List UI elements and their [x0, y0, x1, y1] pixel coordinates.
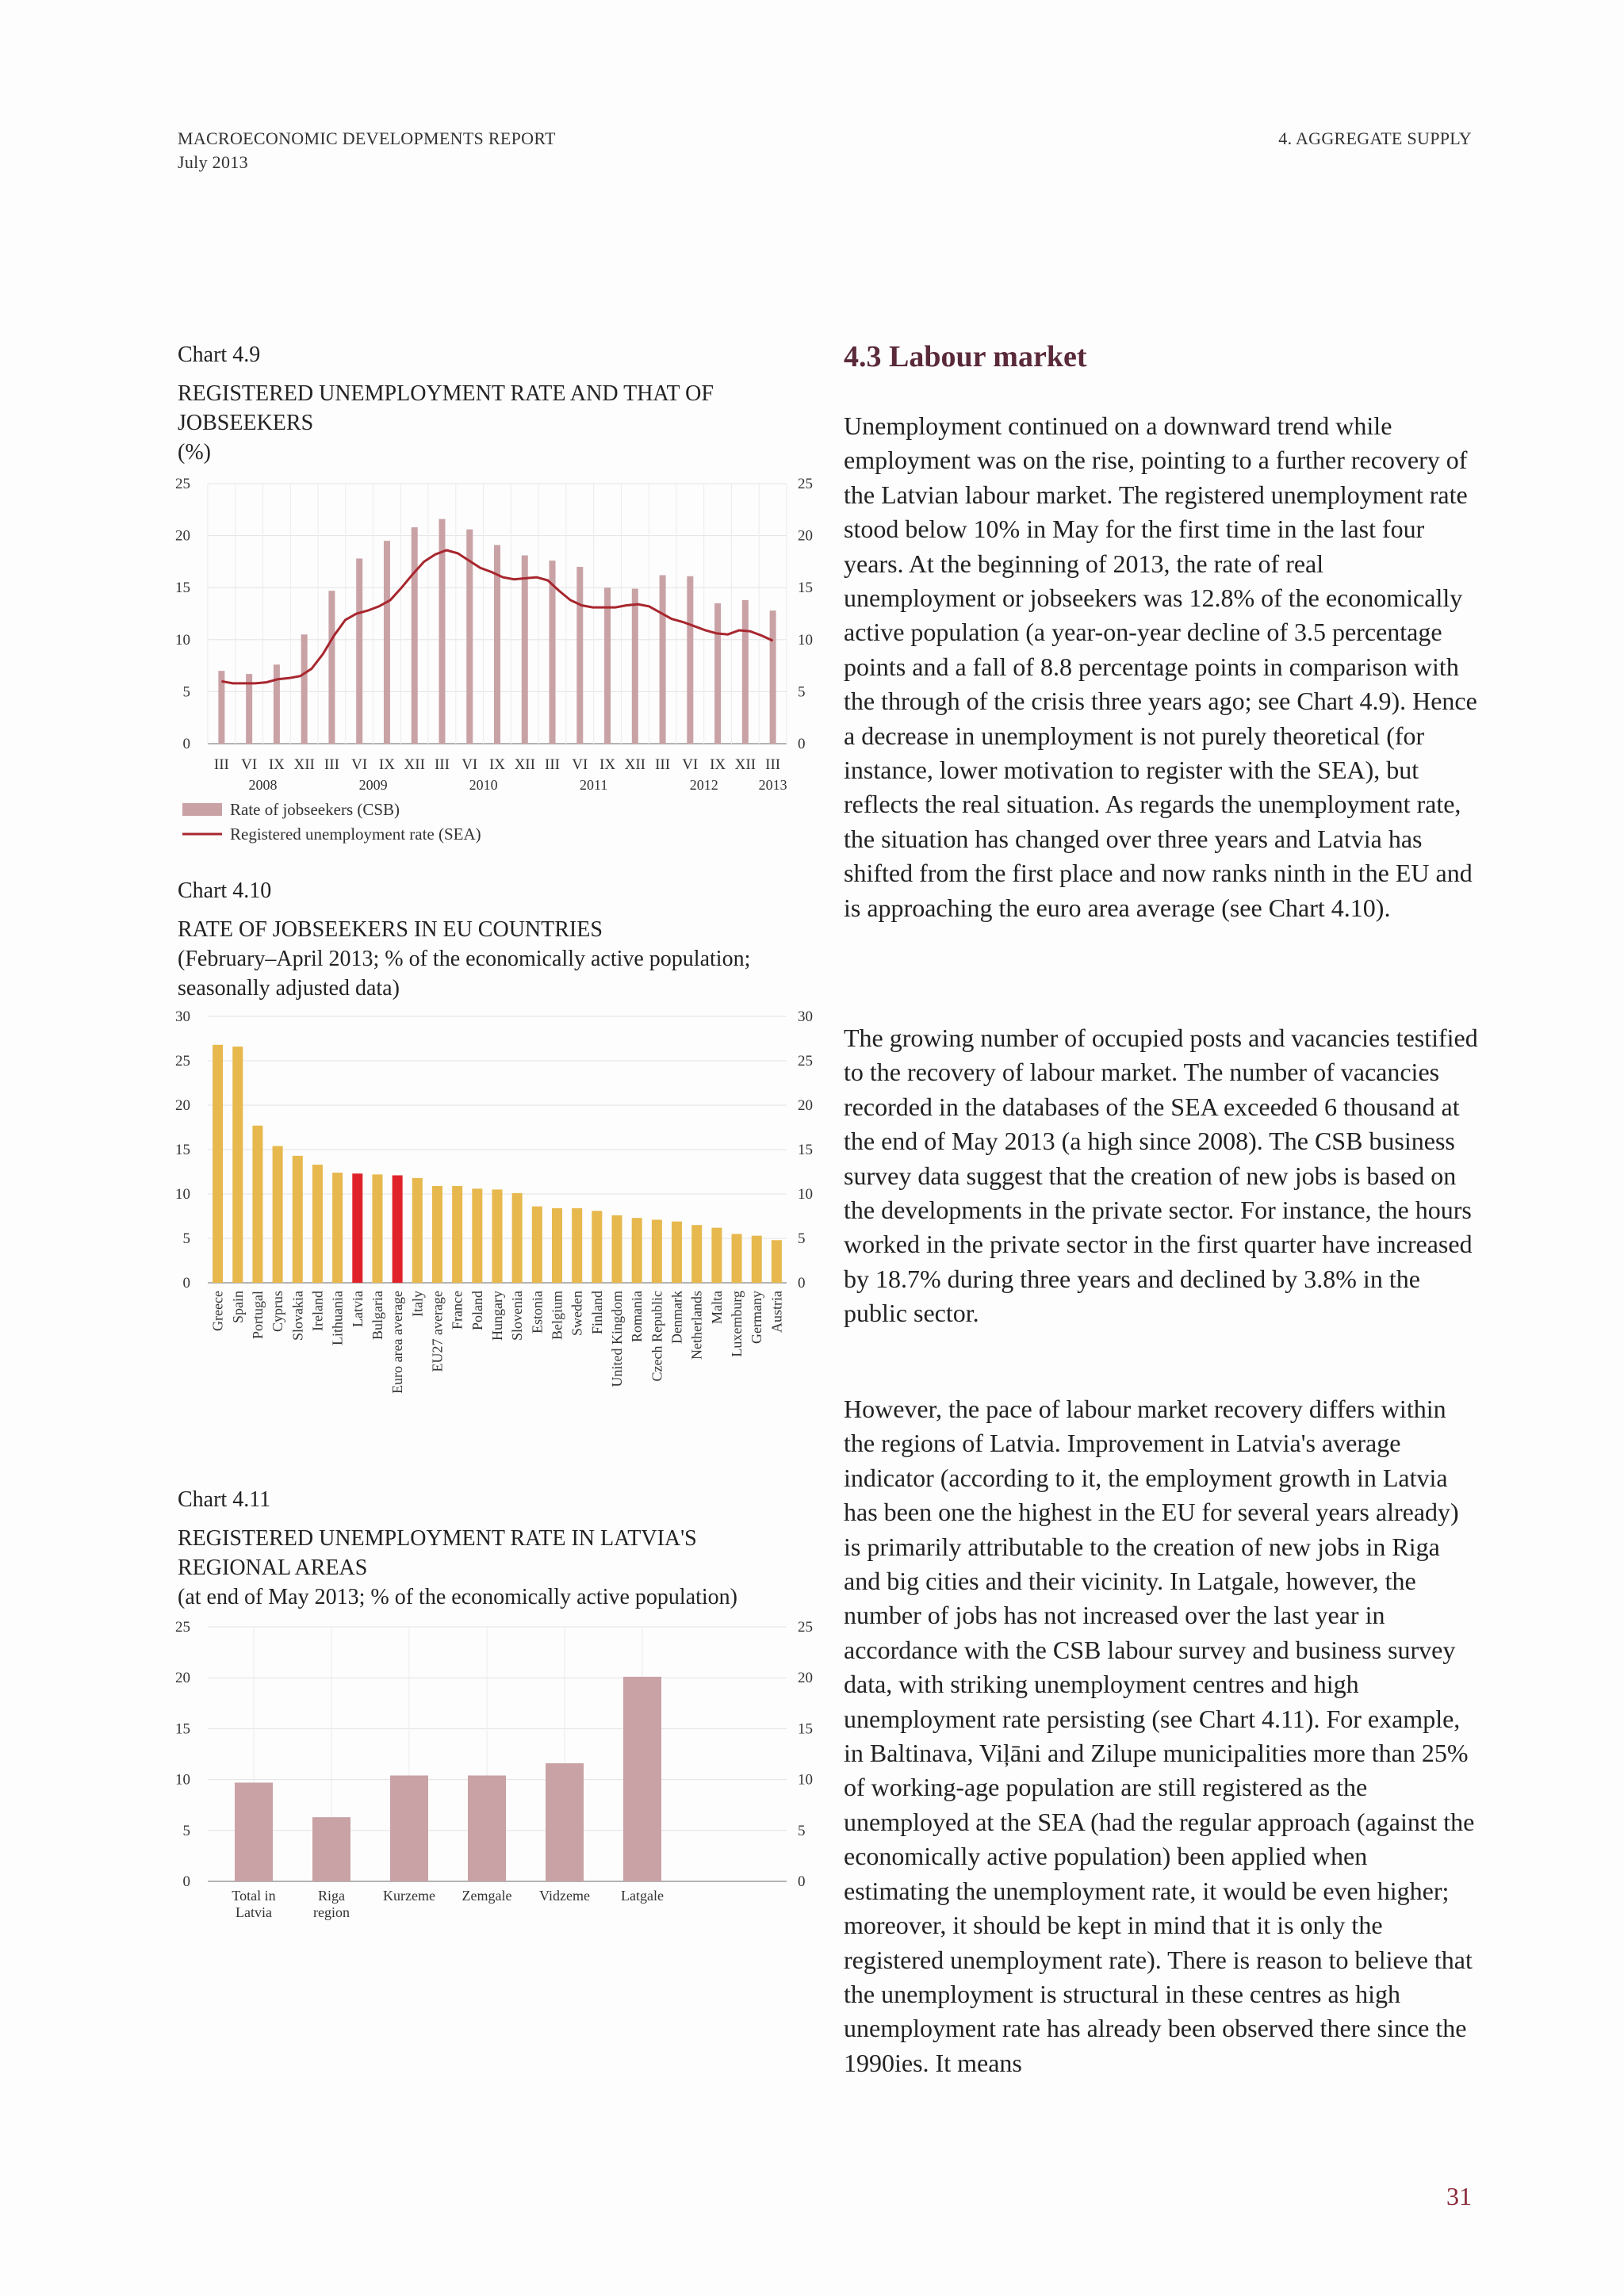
x-tick-quarter: IX [378, 756, 395, 773]
x-tick-region: Zemgale [462, 1888, 512, 1904]
bar-belgium [552, 1208, 562, 1283]
bar-estonia [532, 1207, 542, 1283]
bar-austria [772, 1240, 782, 1283]
bar-region [468, 1775, 506, 1881]
x-tick-year: 2013 [758, 777, 787, 793]
bar-malta [711, 1228, 722, 1283]
chart-4-9-unit: (%) [178, 440, 211, 465]
y-tick-right: 10 [798, 1186, 813, 1203]
y-tick-left: 5 [182, 683, 190, 701]
bar-ireland [312, 1165, 323, 1283]
bar-portugal [252, 1126, 262, 1283]
x-tick-region: Total in [232, 1888, 276, 1904]
x-tick-country: Spain [229, 1291, 246, 1324]
x-tick-region: Riga [318, 1888, 345, 1904]
chart-4-9 [167, 476, 817, 848]
x-tick-country: Slovakia [289, 1291, 306, 1341]
bar-lithuania [332, 1173, 343, 1283]
x-tick-country: Luxemburg [729, 1291, 745, 1357]
x-tick-quarter: VI [241, 756, 258, 773]
x-tick-country: Poland [469, 1291, 485, 1331]
x-tick-country: Germany [749, 1291, 765, 1344]
x-tick-country: Cyprus [270, 1291, 286, 1333]
x-tick-quarter: III [655, 756, 671, 773]
x-tick-quarter: XII [514, 756, 535, 773]
bar-czech-republic [652, 1219, 662, 1283]
x-tick-quarter: VI [682, 756, 699, 773]
chart-4-10-subtitle: (February–April 2013; % of the economically active population; seasonally adjusted data) [178, 947, 751, 1001]
x-tick-country: Austria [768, 1291, 785, 1333]
x-tick-region: Kurzeme [383, 1888, 435, 1904]
bar-hungary [492, 1189, 503, 1283]
x-tick-quarter: IX [710, 756, 726, 773]
chart-4-11-title-text: REGISTERED UNEMPLOYMENT RATE IN LATVIA'S REGIONAL AREAS [178, 1526, 697, 1580]
y-tick-right: 15 [798, 1720, 813, 1738]
x-tick-quarter: IX [488, 756, 506, 773]
chart-4-10-title [178, 915, 812, 1003]
running-header-section: 4. AGGREGATE SUPPLY [1278, 128, 1472, 148]
bar-jobseekers [522, 556, 528, 744]
y-tick-right: 0 [798, 1873, 806, 1890]
y-tick-right: 25 [798, 476, 813, 492]
y-tick-right: 20 [798, 1097, 813, 1114]
y-tick-right: 0 [798, 736, 806, 752]
y-tick-left: 10 [175, 1186, 190, 1203]
y-tick-left: 20 [175, 1097, 190, 1114]
x-tick-country: Latvia [349, 1291, 366, 1327]
x-tick-year: 2011 [579, 777, 608, 793]
y-tick-left: 0 [182, 736, 190, 752]
bar-poland [472, 1188, 482, 1283]
bar-sweden [572, 1208, 582, 1283]
y-tick-right: 5 [798, 1822, 806, 1839]
chart-4-11 [167, 1617, 817, 1934]
x-tick-year: 2010 [469, 777, 498, 793]
x-tick-quarter: VI [351, 756, 368, 773]
x-tick-country: Belgium [549, 1291, 565, 1340]
y-tick-right: 25 [798, 1619, 813, 1636]
paragraph-3: However, the pace of labour market recovery differs within the regions of Latvia. Improvement in Latvia's average indicator (according to it, the employment growth in Latvia has been one the highest in the EU for several years already) is primarily attributable to the creation of new jobs in Riga and big cities and their vicinity. In Latgale, however, the number of jobs has not increased over the last year in accordance with the CSB labour survey and business survey data, with striking unemployment centres and high unemployment rate persisting (see Chart 4.11). For example, in Baltinava, Viļāni and Zilupe municipalities more than 25% of working-age population are still registered as the unemployed at the SEA (had the regular approach (against the economically active population) been applied when estimating the unemployment rate, it would be even higher; moreover, it should be kept in mind that it is only the registered unemployment rate). There is reason to believe that the unemployment is structural in these centres as high unemployment rate has already been observed there since the 1990ies. It means [844, 1395, 1475, 2077]
y-tick-left: 0 [182, 1275, 190, 1292]
y-tick-right: 5 [798, 683, 806, 701]
x-tick-region: region [313, 1904, 350, 1920]
bar-jobseekers [604, 587, 611, 744]
x-tick-quarter: III [765, 756, 781, 773]
y-tick-left: 15 [175, 1720, 190, 1738]
section-title: 4.3 Labour market [844, 340, 1087, 373]
chart-4-10 [167, 1007, 817, 1419]
bar-region [623, 1677, 661, 1881]
x-tick-quarter: IX [599, 756, 616, 773]
bar-bulgaria [372, 1174, 382, 1283]
bar-jobseekers [576, 567, 583, 744]
bar-euro-area-average [393, 1175, 403, 1283]
paragraph-1: Unemployment continued on a downward trend while employment was on the rise, pointing to a further recovery of the Latvian labour market. The registered unemployment rate stood below 10% in May for the first time in the last four years. At the beginning of 2013, the rate of real unemployment or jobseekers was 12.8% of the economically active population (a year-on-year decline of 3.5 percentage points and a fall of 8.8 percentage points in comparison with the through of the crisis three years ago; see Chart 4.9). Hence a decrease in unemployment is not purely theoretical (for instance, lower motivation to register with the SEA), but reflects the real situation. As regards the unemployment rate, the situation has changed over three years and Latvia has shifted from the first place and now ranks ninth in the EU and is approaching the euro area average (see Chart 4.10). [844, 411, 1477, 922]
x-tick-country: Portugal [249, 1291, 266, 1339]
bar-spain [232, 1047, 243, 1283]
x-tick-region: Vidzeme [539, 1888, 590, 1904]
y-tick-right: 5 [798, 1230, 806, 1247]
bar-luxemburg [732, 1234, 742, 1283]
y-tick-right: 20 [798, 1670, 813, 1687]
y-tick-left: 5 [182, 1230, 190, 1247]
legend-label-line: Registered unemployment rate (SEA) [230, 825, 481, 844]
y-tick-left: 15 [175, 1142, 190, 1158]
x-tick-country: Italy [409, 1291, 426, 1317]
page-number: 31 [1446, 2182, 1472, 2210]
x-tick-country: France [449, 1291, 465, 1330]
x-tick-quarter: VI [462, 756, 478, 773]
bar-region [546, 1763, 584, 1881]
bar-romania [632, 1218, 642, 1283]
x-tick-quarter: IX [268, 756, 285, 773]
bar-cyprus [273, 1146, 283, 1283]
x-tick-country: EU27 average [429, 1291, 446, 1372]
y-tick-left: 10 [175, 1771, 190, 1789]
x-tick-country: United Kingdom [609, 1291, 626, 1387]
x-tick-country: Netherlands [688, 1291, 705, 1360]
y-tick-left: 20 [175, 527, 190, 545]
chart-4-11-title [178, 1524, 812, 1612]
x-tick-quarter: III [434, 756, 450, 773]
chart-4-9-title-text: REGISTERED UNEMPLOYMENT RATE AND THAT OF JOBSEEKERS [178, 381, 714, 435]
x-tick-quarter: XII [734, 756, 756, 773]
chart-4-9-label: Chart 4.9 [178, 342, 261, 367]
y-tick-right: 15 [798, 580, 813, 597]
x-tick-quarter: III [324, 756, 339, 773]
x-tick-country: Bulgaria [369, 1291, 385, 1340]
y-tick-left: 25 [175, 1619, 190, 1636]
bar-germany [752, 1236, 762, 1283]
y-tick-left: 0 [182, 1873, 190, 1890]
x-tick-year: 2008 [248, 777, 278, 793]
x-tick-country: Czech Republic [649, 1291, 665, 1382]
x-tick-region: Latgale [621, 1888, 664, 1904]
bar-denmark [672, 1222, 682, 1283]
bar-jobseekers [412, 527, 418, 744]
bar-france [452, 1186, 462, 1283]
x-tick-quarter: XII [624, 756, 646, 773]
bar-jobseekers [687, 576, 693, 744]
running-header-left [178, 127, 556, 174]
bar-jobseekers [274, 664, 280, 744]
bar-jobseekers [384, 541, 390, 744]
legend-label-bar: Rate of jobseekers (CSB) [230, 800, 400, 819]
bar-finland [592, 1211, 602, 1283]
bar-jobseekers [714, 603, 721, 744]
bar-jobseekers [770, 610, 776, 744]
bar-slovakia [293, 1156, 303, 1283]
x-tick-quarter: VI [572, 756, 588, 773]
report-title: MACROECONOMIC DEVELOPMENTS REPORT [178, 128, 556, 148]
bar-eu27-average [432, 1186, 442, 1283]
y-tick-right: 0 [798, 1275, 806, 1292]
y-tick-right: 20 [798, 527, 813, 545]
y-tick-right: 10 [798, 631, 813, 649]
x-tick-country: Malta [708, 1291, 725, 1324]
x-tick-quarter: III [213, 756, 229, 773]
y-tick-right: 25 [798, 1053, 813, 1070]
bar-united-kingdom [612, 1215, 622, 1283]
x-tick-quarter: XII [293, 756, 315, 773]
bar-region [235, 1782, 273, 1881]
x-tick-country: Finland [588, 1291, 605, 1335]
y-tick-right: 30 [798, 1008, 813, 1025]
chart-4-10-title-text: RATE OF JOBSEEKERS IN EU COUNTRIES [178, 917, 603, 942]
y-tick-left: 10 [175, 631, 190, 649]
bar-jobseekers [632, 589, 638, 744]
x-tick-year: 2012 [689, 777, 718, 793]
bar-netherlands [691, 1225, 702, 1283]
bar-region [312, 1817, 350, 1881]
bar-jobseekers [742, 600, 749, 744]
x-tick-country: Ireland [309, 1291, 326, 1331]
bar-slovenia [512, 1193, 523, 1283]
y-tick-right: 10 [798, 1771, 813, 1789]
bar-jobseekers [301, 634, 308, 744]
y-tick-left: 15 [175, 580, 190, 597]
x-tick-country: Sweden [569, 1291, 585, 1336]
bar-jobseekers [660, 575, 666, 744]
x-tick-country: Romania [629, 1291, 645, 1342]
bar-greece [213, 1045, 223, 1283]
bar-jobseekers [356, 558, 362, 744]
x-tick-quarter: XII [404, 756, 425, 773]
x-tick-country: Greece [209, 1291, 226, 1331]
chart-4-10-label: Chart 4.10 [178, 878, 272, 903]
x-tick-country: Slovenia [509, 1291, 526, 1341]
y-tick-left: 30 [175, 1008, 190, 1025]
y-tick-left: 5 [182, 1822, 190, 1839]
bar-region [390, 1775, 428, 1881]
chart-4-11-subtitle: (at end of May 2013; % of the economically active population) [178, 1585, 738, 1609]
bar-jobseekers [328, 591, 335, 744]
x-tick-quarter: III [545, 756, 561, 773]
chart-4-9-title [178, 379, 812, 467]
x-tick-country: Lithuania [329, 1291, 346, 1345]
y-tick-right: 15 [798, 1142, 813, 1158]
paragraph-2: The growing number of occupied posts and vacancies testified to the recovery of labour market. The number of vacancies recorded in the databases of the SEA exceeded 6 thousand at the end of May 2013 (a high since 2008). The CSB business survey data suggest that the creation of new jobs is based on the developments in the private sector. For instance, the hours worked in the private sector in the first quarter have increased by 18.7% during three years and declined by 3.8% in the public sector. [844, 1024, 1478, 1328]
x-tick-year: 2009 [358, 777, 388, 793]
y-tick-left: 20 [175, 1670, 190, 1687]
report-date: July 2013 [178, 152, 248, 172]
y-tick-left: 25 [175, 476, 190, 492]
x-tick-region: Latvia [236, 1904, 272, 1920]
bar-italy [412, 1178, 423, 1283]
y-tick-left: 25 [175, 1053, 190, 1070]
x-tick-country: Euro area average [389, 1291, 406, 1394]
chart-4-11-label: Chart 4.11 [178, 1487, 271, 1512]
bar-latvia [352, 1173, 362, 1283]
x-tick-country: Estonia [529, 1291, 546, 1334]
x-tick-country: Denmark [668, 1291, 685, 1344]
x-tick-country: Hungary [489, 1291, 505, 1341]
legend-swatch-bar [182, 803, 222, 816]
